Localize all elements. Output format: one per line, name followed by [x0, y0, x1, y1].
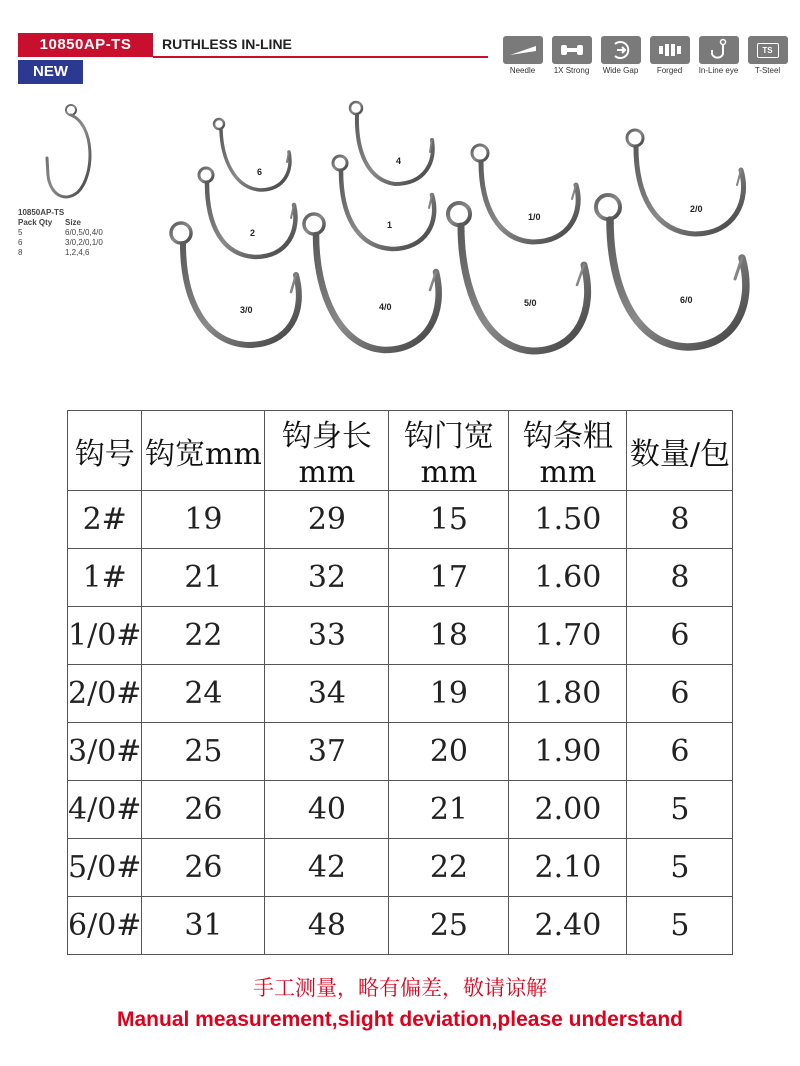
table-cell: 24 [142, 665, 265, 723]
table-cell: 8 [627, 491, 733, 549]
header-wire-thickness: 钩条粗mm [509, 411, 627, 491]
table-cell: 15 [389, 491, 509, 549]
pack-info-code: 10850AP-TS [18, 208, 65, 217]
table-cell: 19 [389, 665, 509, 723]
table-cell: 34 [265, 665, 389, 723]
table-cell: 31 [142, 897, 265, 955]
table-header-row [68, 411, 733, 491]
new-badge: NEW [18, 60, 83, 84]
hook-4 [350, 102, 433, 184]
hook-5-0 [448, 203, 588, 351]
pack-sizes: 1,2,4,6 [65, 248, 90, 257]
table-cell: 2.10 [509, 839, 627, 897]
table-row [68, 897, 733, 955]
header-hook-width: 钩宽mm [142, 411, 265, 491]
hook-3-0 [171, 223, 299, 345]
header-gap-width: 钩门宽mm [389, 411, 509, 491]
table-cell: 22 [142, 607, 265, 665]
pack-info [18, 208, 103, 258]
feature-label: Needle [509, 66, 536, 75]
hook-label-2: 2 [250, 228, 256, 238]
table-row [68, 549, 733, 607]
table-cell: 25 [389, 897, 509, 955]
table-cell: 1.70 [509, 607, 627, 665]
table-cell: 1.90 [509, 723, 627, 781]
hook-illustrations [0, 0, 800, 400]
pack-qty: 5 [18, 228, 23, 237]
table-cell: 33 [265, 607, 389, 665]
table-cell: 29 [265, 491, 389, 549]
hook-2-0 [627, 130, 744, 234]
pack-sizes: 6/0,5/0,4/0 [65, 228, 103, 237]
size-header: Size [65, 218, 82, 227]
feature-label: In-Line eye [698, 66, 739, 75]
pack-info-row [18, 228, 103, 238]
hook-label-4: 4 [396, 156, 402, 166]
table-cell: 22 [389, 839, 509, 897]
hook-label-5-0: 5/0 [524, 298, 537, 308]
table-cell: 21 [389, 781, 509, 839]
table-cell: 8 [627, 549, 733, 607]
header-qty-per-pack: 数量/包 [627, 411, 733, 491]
feature-label: Forged [656, 66, 683, 75]
table-cell: 6 [627, 723, 733, 781]
feature-label: T-Steel [754, 66, 781, 75]
feature-label: Wide Gap [602, 66, 639, 75]
product-title: RUTHLESS IN-LINE [162, 36, 292, 52]
measurement-note-cn: 手工测量，略有偏差，敬请谅解 [253, 976, 547, 1000]
hook-label-3-0: 3/0 [240, 305, 253, 315]
table-row [68, 607, 733, 665]
header-hook-size: 钩号 [68, 411, 142, 491]
table-row [68, 839, 733, 897]
hook-label-6: 6 [257, 167, 263, 177]
table-cell: 26 [142, 839, 265, 897]
table-cell: 20 [389, 723, 509, 781]
table-cell: 5/0# [68, 839, 142, 897]
pack-info-row [18, 248, 103, 258]
spec-table [67, 410, 733, 955]
table-row [68, 781, 733, 839]
table-row [68, 665, 733, 723]
hook-label-4-0: 4/0 [379, 302, 392, 312]
table-cell: 5 [627, 781, 733, 839]
pack-info-row [18, 238, 103, 248]
table-cell: 19 [142, 491, 265, 549]
hook-6 [214, 119, 290, 190]
pack-info-header [18, 218, 103, 228]
pack-qty: 6 [18, 238, 23, 247]
measurement-note-en: Manual measurement,slight deviation,please understand [117, 1008, 683, 1031]
table-cell: 26 [142, 781, 265, 839]
table-cell: 40 [265, 781, 389, 839]
table-cell: 17 [389, 549, 509, 607]
table-cell: 4/0# [68, 781, 142, 839]
table-cell: 2/0# [68, 665, 142, 723]
reference-hook [47, 105, 90, 197]
table-cell: 1.80 [509, 665, 627, 723]
table-row [68, 491, 733, 549]
t-steel-icon: TS [757, 43, 779, 58]
hook-6-0 [596, 195, 746, 347]
table-cell: 6 [627, 607, 733, 665]
hook-1 [333, 156, 434, 249]
pack-sizes: 3/0,2/0,1/0 [65, 238, 103, 247]
hook-label-1: 1 [387, 220, 393, 230]
product-code-tab: 10850AP-TS [18, 33, 153, 57]
table-cell: 21 [142, 549, 265, 607]
table-cell: 42 [265, 839, 389, 897]
table-cell: 18 [389, 607, 509, 665]
pack-qty: 8 [18, 248, 23, 257]
hook-1-0 [472, 145, 578, 242]
table-cell: 2.40 [509, 897, 627, 955]
header-shank-length: 钩身长mm [265, 411, 389, 491]
table-cell: 1.50 [509, 491, 627, 549]
pack-qty-header: Pack Qty [18, 218, 53, 227]
table-cell: 6 [627, 665, 733, 723]
feature-label: 1X Strong [553, 66, 590, 75]
table-cell: 3/0# [68, 723, 142, 781]
table-row [68, 723, 733, 781]
table-cell: 25 [142, 723, 265, 781]
table-cell: 1# [68, 549, 142, 607]
table-cell: 37 [265, 723, 389, 781]
hook-4-0 [304, 214, 439, 350]
table-cell: 2.00 [509, 781, 627, 839]
table-cell: 5 [627, 897, 733, 955]
table-cell: 32 [265, 549, 389, 607]
table-cell: 1.60 [509, 549, 627, 607]
hook-label-1-0: 1/0 [528, 212, 541, 222]
table-cell: 6/0# [68, 897, 142, 955]
table-cell: 48 [265, 897, 389, 955]
table-cell: 2# [68, 491, 142, 549]
hook-label-2-0: 2/0 [690, 204, 703, 214]
table-cell: 1/0# [68, 607, 142, 665]
table-cell: 5 [627, 839, 733, 897]
hook-label-6-0: 6/0 [680, 295, 693, 305]
